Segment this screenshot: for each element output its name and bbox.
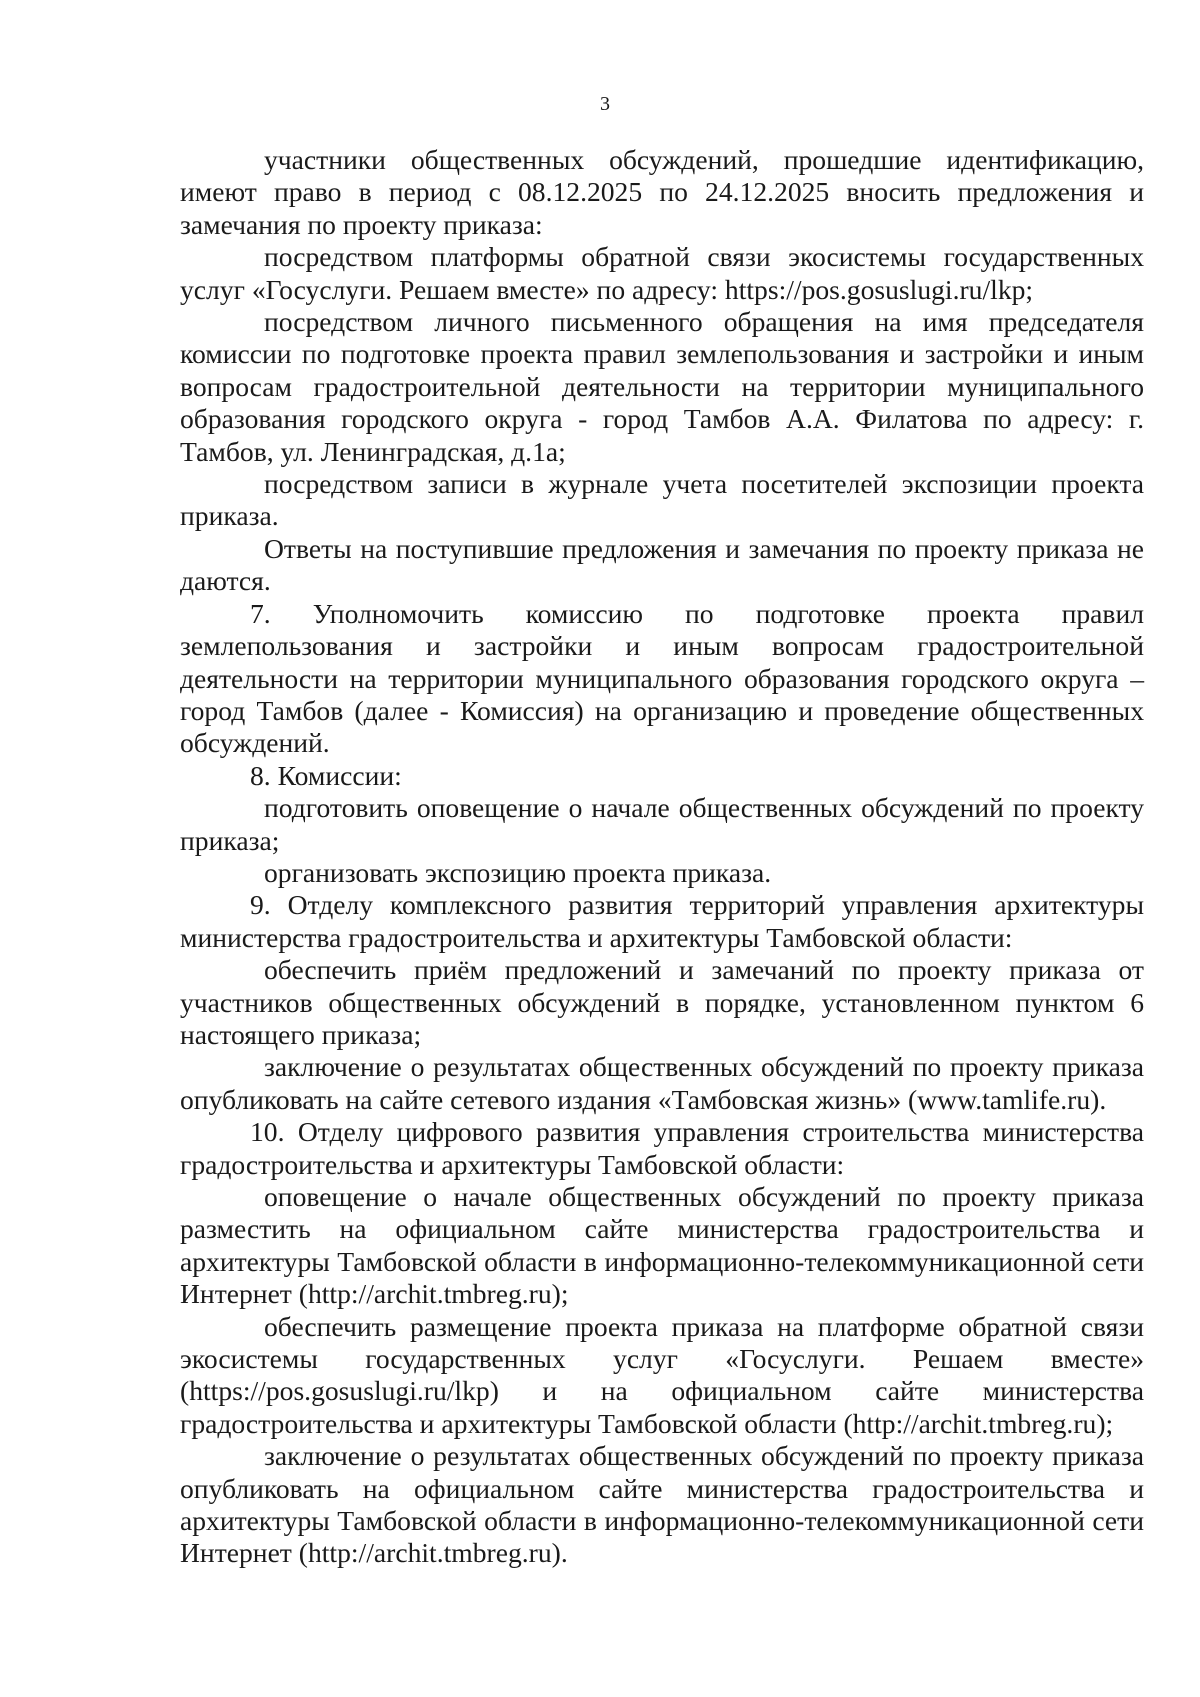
paragraph: подготовить оповещение о начале общественных обсуждений по проекту приказа;: [180, 792, 1144, 856]
paragraph: 9. Отделу комплексного развития территорий управления архитектуры министерства градостроительства и архитектуры Тамбовской области:: [180, 889, 1144, 953]
paragraph: заключение о результатах общественных обсуждений по проекту приказа опубликовать на официальном сайте министерства градостроительства и архитектуры Тамбовской области в информационно-телекоммуникационной сети Интернет (http://archit.tmbreg.ru).: [180, 1440, 1144, 1569]
paragraph: организовать экспозицию проекта приказа.: [264, 856, 772, 888]
paragraph: заключение о результатах общественных обсуждений по проекту приказа опубликовать на сайте сетевого издания «Тамбовская жизнь» (www.tamlife.ru).: [180, 1051, 1144, 1115]
document-body: [180, 144, 1144, 1570]
paragraph: обеспечить приём предложений и замечаний по проекту приказа от участников общественных обсуждений в порядке, установленном пунктом 6 настоящего приказа;: [180, 954, 1144, 1050]
paragraph: Ответы на поступившие предложения и замечания по проекту приказа не даются.: [180, 532, 1144, 597]
paragraph: посредством платформы обратной связи экосистемы государственных услуг «Госуслуги. Решаем вместе» по адресу: https://pos.gosuslugi.ru/lkp;: [180, 241, 1144, 305]
paragraph: 7. Уполномочить комиссию по подготовке проекта правил землепользования и застройки и иным вопросам градостроительной деятельности на территории муниципального образования городского округа – город Тамбов (далее - Комиссия) на организацию и проведение общественных обсуждений.: [180, 597, 1144, 759]
paragraph: посредством записи в журнале учета посетителей экспозиции проекта приказа.: [180, 468, 1144, 532]
paragraph: посредством личного письменного обращения на имя председателя комиссии по подготовке проекта правил землепользования и застройки и иным вопросам градостроительной деятельности на территории муниципального образования городского округа - город Тамбов А.А. Филатова по адресу: г. Тамбов, ул. Ленинградская, д.1а;: [180, 306, 1144, 467]
paragraph: 8. Комиссии:: [250, 759, 402, 791]
paragraph: 10. Отделу цифрового развития управления строительства министерства градостроительства и архитектуры Тамбовской области:: [180, 1116, 1144, 1180]
paragraph: оповещение о начале общественных обсуждений по проекту приказа разместить на официальном сайте министерства градостроительства и архитектуры Тамбовской области в информационно-телекоммуникационной сети Интернет (http://archit.tmbreg.ru);: [180, 1181, 1144, 1310]
page-number: 3: [600, 93, 610, 115]
paragraph: обеспечить размещение проекта приказа на платформе обратной связи экосистемы государственных услуг «Госуслуги. Решаем вместе» (https://pos.gosuslugi.ru/lkp) и на официальном сайте министерства градостроительства и архитектуры Тамбовской области (http://archit.tmbreg.ru);: [180, 1310, 1144, 1439]
paragraph: участники общественных обсуждений, прошедшие идентификацию, имеют право в период с 08.12.2025 по 24.12.2025 вносить предложения и замечания по проекту приказа:: [180, 144, 1144, 240]
